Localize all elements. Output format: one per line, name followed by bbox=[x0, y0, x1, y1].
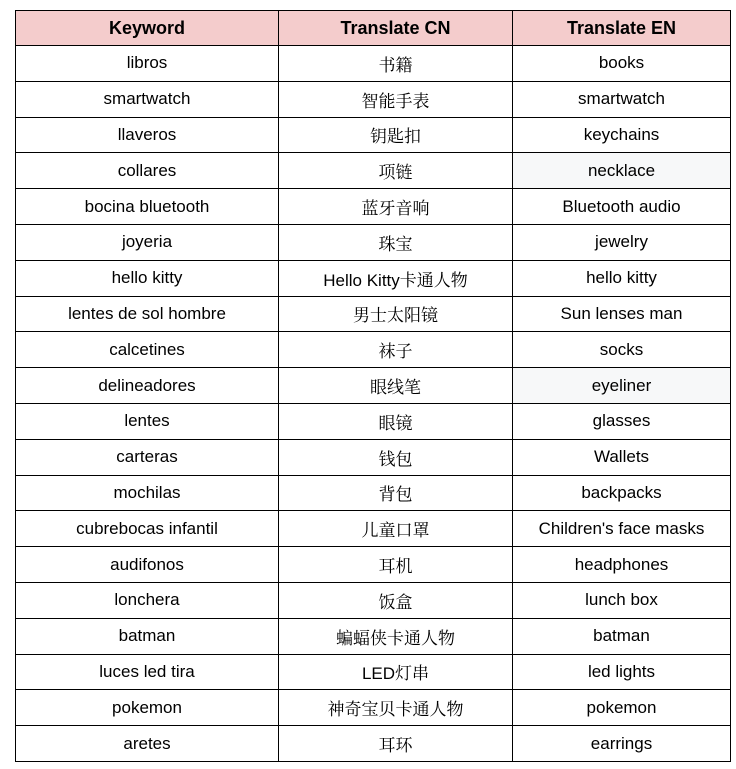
keyword-cell: aretes bbox=[16, 726, 279, 762]
translate-en-cell: batman bbox=[513, 618, 731, 654]
table-body bbox=[16, 46, 731, 762]
translate-cn-cell: 耳环 bbox=[279, 726, 513, 762]
table-row bbox=[16, 296, 731, 332]
translate-en-cell: hello kitty bbox=[513, 260, 731, 296]
table-row bbox=[16, 403, 731, 439]
header-keyword: Keyword bbox=[16, 11, 279, 46]
table-row bbox=[16, 547, 731, 583]
keyword-cell: smartwatch bbox=[16, 81, 279, 117]
keyword-cell: hello kitty bbox=[16, 260, 279, 296]
translate-en-cell: Wallets bbox=[513, 439, 731, 475]
translate-cn-cell: 袜子 bbox=[279, 332, 513, 368]
translate-en-cell: backpacks bbox=[513, 475, 731, 511]
translate-en-cell: Children's face masks bbox=[513, 511, 731, 547]
translate-en-cell: jewelry bbox=[513, 224, 731, 260]
translate-en-cell: necklace bbox=[513, 153, 731, 189]
keyword-cell: pokemon bbox=[16, 690, 279, 726]
keyword-cell: libros bbox=[16, 46, 279, 82]
translate-en-cell: led lights bbox=[513, 654, 731, 690]
translate-en-cell: socks bbox=[513, 332, 731, 368]
table-row bbox=[16, 189, 731, 225]
translate-cn-cell: 背包 bbox=[279, 475, 513, 511]
table-row bbox=[16, 224, 731, 260]
header-translate-cn: Translate CN bbox=[279, 11, 513, 46]
translate-cn-cell: 蓝牙音响 bbox=[279, 189, 513, 225]
translate-en-cell: keychains bbox=[513, 117, 731, 153]
table-row bbox=[16, 260, 731, 296]
keyword-cell: bocina bluetooth bbox=[16, 189, 279, 225]
translate-cn-cell: 耳机 bbox=[279, 547, 513, 583]
table-row bbox=[16, 582, 731, 618]
table-row bbox=[16, 726, 731, 762]
keyword-cell: cubrebocas infantil bbox=[16, 511, 279, 547]
translate-cn-cell: 男士太阳镜 bbox=[279, 296, 513, 332]
keyword-cell: lonchera bbox=[16, 582, 279, 618]
header-row bbox=[16, 11, 731, 46]
translate-en-cell: headphones bbox=[513, 547, 731, 583]
keyword-translation-table bbox=[15, 10, 731, 762]
keyword-cell: luces led tira bbox=[16, 654, 279, 690]
keyword-cell: lentes bbox=[16, 403, 279, 439]
table-row bbox=[16, 81, 731, 117]
header-translate-en: Translate EN bbox=[513, 11, 731, 46]
table-row bbox=[16, 153, 731, 189]
translate-cn-cell: 钱包 bbox=[279, 439, 513, 475]
translate-cn-cell: 儿童口罩 bbox=[279, 511, 513, 547]
translate-cn-cell: 智能手表 bbox=[279, 81, 513, 117]
table-row bbox=[16, 475, 731, 511]
keyword-cell: mochilas bbox=[16, 475, 279, 511]
translate-cn-cell: 饭盒 bbox=[279, 582, 513, 618]
table-row bbox=[16, 654, 731, 690]
table-row bbox=[16, 439, 731, 475]
translate-en-cell: eyeliner bbox=[513, 368, 731, 404]
translate-en-cell: earrings bbox=[513, 726, 731, 762]
keyword-cell: batman bbox=[16, 618, 279, 654]
table-row bbox=[16, 618, 731, 654]
translate-cn-cell: 眼线笔 bbox=[279, 368, 513, 404]
translate-cn-cell: 神奇宝贝卡通人物 bbox=[279, 690, 513, 726]
translate-en-cell: books bbox=[513, 46, 731, 82]
translate-cn-cell: LED灯串 bbox=[279, 654, 513, 690]
table-row bbox=[16, 368, 731, 404]
keyword-cell: audifonos bbox=[16, 547, 279, 583]
translate-cn-cell: 蝙蝠侠卡通人物 bbox=[279, 618, 513, 654]
translate-cn-cell: Hello Kitty卡通人物 bbox=[279, 260, 513, 296]
translate-cn-cell: 珠宝 bbox=[279, 224, 513, 260]
keyword-cell: calcetines bbox=[16, 332, 279, 368]
translate-cn-cell: 眼镜 bbox=[279, 403, 513, 439]
translate-en-cell: glasses bbox=[513, 403, 731, 439]
keyword-cell: collares bbox=[16, 153, 279, 189]
translate-en-cell: smartwatch bbox=[513, 81, 731, 117]
translate-cn-cell: 项链 bbox=[279, 153, 513, 189]
translate-en-cell: lunch box bbox=[513, 582, 731, 618]
translate-en-cell: Sun lenses man bbox=[513, 296, 731, 332]
translate-cn-cell: 钥匙扣 bbox=[279, 117, 513, 153]
table-row bbox=[16, 117, 731, 153]
keyword-cell: llaveros bbox=[16, 117, 279, 153]
table-row bbox=[16, 511, 731, 547]
translate-en-cell: Bluetooth audio bbox=[513, 189, 731, 225]
table-row bbox=[16, 332, 731, 368]
keyword-cell: lentes de sol hombre bbox=[16, 296, 279, 332]
translate-en-cell: pokemon bbox=[513, 690, 731, 726]
table-row bbox=[16, 46, 731, 82]
table-row bbox=[16, 690, 731, 726]
translate-cn-cell: 书籍 bbox=[279, 46, 513, 82]
keyword-translation-table-wrapper bbox=[15, 10, 731, 762]
keyword-cell: delineadores bbox=[16, 368, 279, 404]
keyword-cell: carteras bbox=[16, 439, 279, 475]
keyword-cell: joyeria bbox=[16, 224, 279, 260]
